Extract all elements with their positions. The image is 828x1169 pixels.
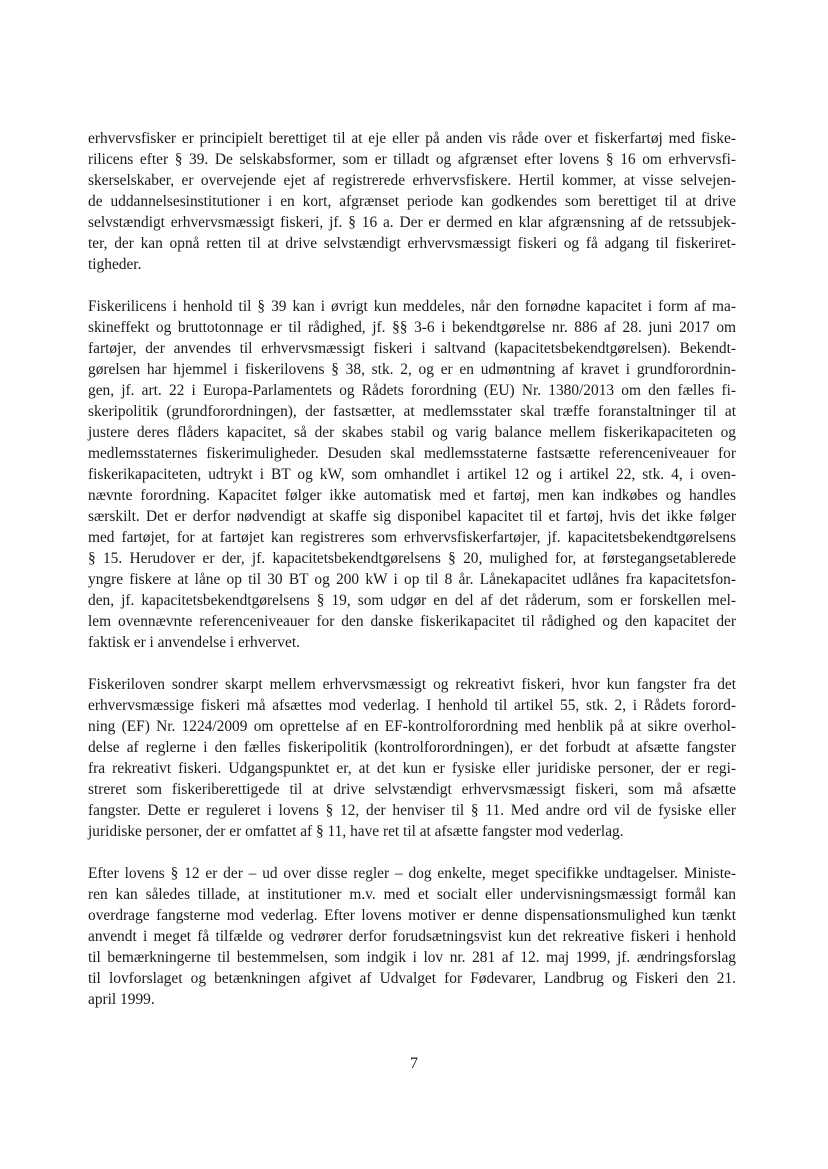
text-line: fra rekreativt fiskeri. Udgangspunktet er, at det kun er fysiske eller juridiske personer, der er regi- bbox=[88, 760, 736, 777]
page-number-text: 7 bbox=[410, 1055, 418, 1072]
text-line: streret som fiskeriberettigede til at drive selvstændigt erhvervsmæssigt fiskeri, som må afsætte bbox=[88, 781, 736, 798]
text-line: gørelsen har hjemmel i fiskerilovens § 38, stk. 2, og er en udmøntning af kravet i grundforordnin- bbox=[88, 361, 736, 378]
text-line: nævnte forordning. Kapacitet følger ikke automatisk med et fartøj, men kan indkøbes og handles bbox=[88, 487, 736, 504]
text-line: medlemsstaternes fiskerimuligheder. Desuden skal medlemsstaterne fastsætte referenceniveauer for bbox=[88, 445, 736, 462]
text-line: april 1999. bbox=[88, 991, 155, 1008]
text-line: juridiske personer, der er omfattet af § 11, have ret til at afsætte fangster mod vederlag. bbox=[88, 823, 624, 840]
text-line: anvendt i meget få tilfælde og vedrører derfor forudsætningsvist kun det rekreative fiskeri i henhold bbox=[88, 928, 736, 945]
text-line: erhvervsfisker er principielt berettiget til at eje eller på anden vis råde over et fiskerfartøj med fiske- bbox=[88, 130, 736, 147]
text-line: skeripolitik (grundforordningen), der fastsætter, at medlemsstater skal træffe foranstaltninger til at bbox=[88, 403, 736, 420]
text-line: erhvervsmæssige fiskeri må afsættes mod vederlag. I henhold til artikel 55, stk. 2, i Rådets forord- bbox=[88, 697, 736, 714]
text-line: selvstændigt erhvervsmæssigt fiskeri, jf. § 16 a. Der er dermed en klar afgrænsning af de retssubjek- bbox=[88, 214, 736, 231]
text-line: gen, jf. art. 22 i Europa-Parlamentets og Rådets forordning (EU) Nr. 1380/2013 om den fælles fi- bbox=[88, 382, 736, 399]
text-line: faktisk er i anvendelse i erhvervet. bbox=[88, 634, 300, 651]
paragraph-1 bbox=[88, 128, 736, 275]
text-line: lem ovennævnte referenceniveauer for den danske fiskerikapacitet til rådighed og den kapacitet der bbox=[88, 613, 736, 630]
paragraph-3 bbox=[88, 674, 736, 842]
text-line: skerselskaber, er overvejende ejet af registrerede erhvervsfiskere. Hertil kommer, at visse selvejen- bbox=[88, 172, 736, 189]
text-line: yngre fiskere at låne op til 30 BT og 200 kW i op til 8 år. Lånekapacitet udlånes fra kapacitetsfon- bbox=[88, 571, 736, 588]
document-body bbox=[88, 128, 736, 1031]
text-line: fangster. Dette er reguleret i lovens § 12, der henviser til § 11. Med andre ord vil de fysiske eller bbox=[88, 802, 736, 819]
text-line: den, jf. kapacitetsbekendtgørelsens § 19, som udgør en del af det råderum, som er forskellen mel- bbox=[88, 592, 736, 609]
text-line: ter, der kan opnå retten til at drive selvstændigt erhvervsmæssigt fiskeri og få adgang til fiskeriret- bbox=[88, 235, 736, 252]
text-line: overdrage fangsterne mod vederlag. Efter lovens motiver er denne dispensationsmulighed kun tænkt bbox=[88, 907, 736, 924]
text-line: justere deres flåders kapacitet, så der skabes stabil og varig balance mellem fiskerikapaciteten og bbox=[88, 424, 736, 441]
text-line: ren kan således tillade, at institutioner m.v. med et socialt eller undervisningsmæssigt formål kan bbox=[88, 886, 736, 903]
text-line: Fiskerilicens i henhold til § 39 kan i øvrigt kun meddeles, når den fornødne kapacitet i form af ma- bbox=[88, 298, 736, 315]
text-line: ning (EF) Nr. 1224/2009 om oprettelse af en EF-kontrolforordning med henblik på at sikre overhol- bbox=[88, 718, 736, 735]
text-line: særskilt. Det er derfor nødvendigt at skaffe sig disponibel kapacitet til et fartøj, hvis det ikke følger bbox=[88, 508, 736, 525]
text-line: Fiskeriloven sondrer skarpt mellem erhvervsmæssigt og rekreativt fiskeri, hvor kun fangster fra det bbox=[88, 676, 736, 693]
text-line: til bemærkningerne til bestemmelsen, som indgik i lov nr. 281 af 12. maj 1999, jf. ændringsforslag bbox=[88, 949, 736, 966]
text-line: delse af reglerne i den fælles fiskeripolitik (kontrolforordningen), er det forbudt at afsætte fangster bbox=[88, 739, 736, 756]
paragraph-4 bbox=[88, 863, 736, 1010]
text-line: skineffekt og bruttotonnage er til rådighed, jf. §§ 3-6 i bekendtgørelse nr. 886 af 28. juni 2017 om bbox=[88, 319, 736, 336]
text-line: Efter lovens § 12 er der – ud over disse regler – dog enkelte, meget specifikke undtagelser. Ministe- bbox=[88, 865, 736, 882]
paragraph-2 bbox=[88, 296, 736, 653]
page-number bbox=[0, 1054, 828, 1074]
text-line: fiskerikapaciteten, udtrykt i BT og kW, som omhandlet i artikel 12 og i artikel 22, stk. 4, i oven- bbox=[88, 466, 736, 483]
text-line: § 15. Herudover er der, jf. kapacitetsbekendtgørelsens § 20, mulighed for, at førstegangsetablerede bbox=[88, 550, 736, 567]
text-line: til lovforslaget og betænkningen afgivet af Udvalget for Fødevarer, Landbrug og Fiskeri den 21. bbox=[88, 970, 736, 987]
text-line: med fartøjet, for at fartøjet kan registreres som erhvervsfiskerfartøjer, jf. kapacitetsbekendtgørelsens bbox=[88, 529, 736, 546]
text-line: de uddannelsesinstitutioner i en kort, afgrænset periode kan godkendes som berettiget til at drive bbox=[88, 193, 736, 210]
text-line: tigheder. bbox=[88, 256, 142, 273]
text-line: rilicens efter § 39. De selskabsformer, som er tilladt og afgrænset efter lovens § 16 om erhvervsfi- bbox=[88, 151, 736, 168]
text-line: fartøjer, der anvendes til erhvervsmæssigt fiskeri i saltvand (kapacitetsbekendtgørelsen). Bekendt- bbox=[88, 340, 736, 357]
